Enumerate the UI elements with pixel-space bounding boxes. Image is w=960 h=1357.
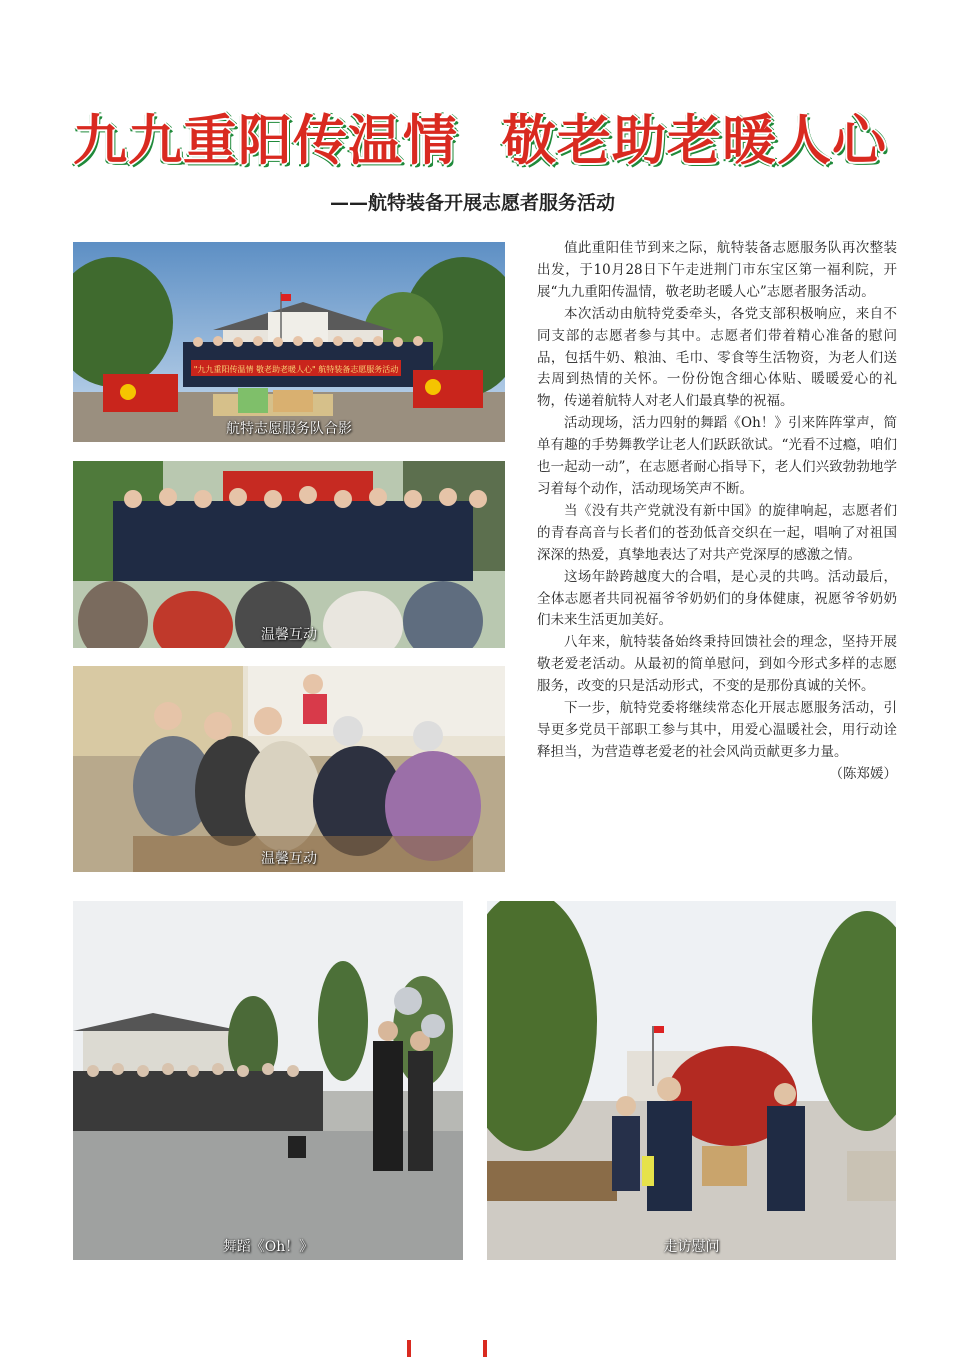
article-author: （陈郑媛） [829, 765, 897, 782]
group-photo-caption: 航特志愿服务队合影 [226, 421, 352, 437]
interaction-photo-1 [73, 461, 505, 648]
paragraph-2: 本次活动由航特党委牵头，各党支部积极响应，来自不同支部的志愿者参与其中。志愿者们带着精心准备的慰问品，包括牛奶、粮油、毛巾、零食等生活物资，为老人们送去周到热情的关怀。一份份饱含细心体贴、暖暖爱心的礼物，传递着航特人对老人们最真挚的祝福。 [537, 305, 897, 410]
interaction-photo-2 [73, 666, 505, 872]
paragraph-7-text: 下一步，航特党委将继续常态化开展志愿服务活动，引导更多党员干部职工参与其中，用爱心温暖社会，用行动诠释担当，为营造尊老爱老的社会风尚贡献更多力量。 [537, 700, 897, 760]
paragraph-1: 值此重阳佳节到来之际，航特装备志愿服务队再次整装出发，于10月28日下午走进荆门市东宝区第一福利院，开展“九九重阳传温情，敬老助老暖人心”志愿者服务活动。 [537, 240, 897, 300]
group-photo [73, 242, 505, 442]
visit-photo-image [487, 901, 896, 1260]
page-marker-left [407, 1340, 411, 1357]
title-part-2: 敬老助老暖人心 [502, 108, 887, 172]
interaction-photo-1-image [73, 461, 505, 648]
group-photo-image [73, 242, 505, 442]
article-body [537, 238, 897, 786]
article-title [70, 98, 890, 175]
page-marker-right [483, 1340, 487, 1357]
paragraph-3: 活动现场，活力四射的舞蹈《Oh！》引来阵阵掌声，简单有趣的手势舞教学让老人们跃跃欲试。“光看不过瘾，咱们也一起动一动”，在志愿者耐心指导下，老人们兴致勃勃地学习着每个动作，活动现场笑声不断。 [537, 415, 897, 497]
title-part-1: 九九重阳传温情 [73, 108, 458, 172]
interaction-photo-1-caption: 温馨互动 [261, 627, 317, 643]
dance-photo-caption: 舞蹈《Oh！》 [222, 1239, 314, 1255]
group-banner-text: "九九重阳传温情 敬老助老暖人心" 航特装备志愿服务活动 [193, 365, 399, 374]
dance-photo-image [73, 901, 463, 1260]
paragraph-5: 这场年龄跨越度大的合唱，是心灵的共鸣。活动最后，全体志愿者共同祝福爷爷奶奶们的身体健康，祝愿爷爷奶奶们未来生活更加美好。 [537, 568, 897, 629]
paragraph-4: 当《没有共产党就没有新中国》的旋律响起，志愿者们的青春高音与长者们的苍劲低音交织在一起，唱响了对祖国深深的热爱，真挚地表达了对共产党深厚的感激之情。 [537, 502, 897, 563]
paragraph-7 [537, 698, 897, 782]
visit-photo-caption: 走访慰问 [663, 1239, 720, 1255]
interaction-photo-2-image [73, 666, 505, 872]
article-subtitle: ——航特装备开展志愿者服务活动 [330, 192, 616, 214]
dance-photo [73, 901, 463, 1260]
paragraph-6: 八年来，航特装备始终秉持回馈社会的理念，坚持开展敬老爱老活动。从最初的简单慰问，到如今形式多样的志愿服务，改变的只是活动形式，不变的是那份真诚的关怀。 [537, 634, 897, 695]
interaction-photo-2-caption: 温馨互动 [261, 851, 317, 867]
visit-photo [487, 901, 896, 1260]
